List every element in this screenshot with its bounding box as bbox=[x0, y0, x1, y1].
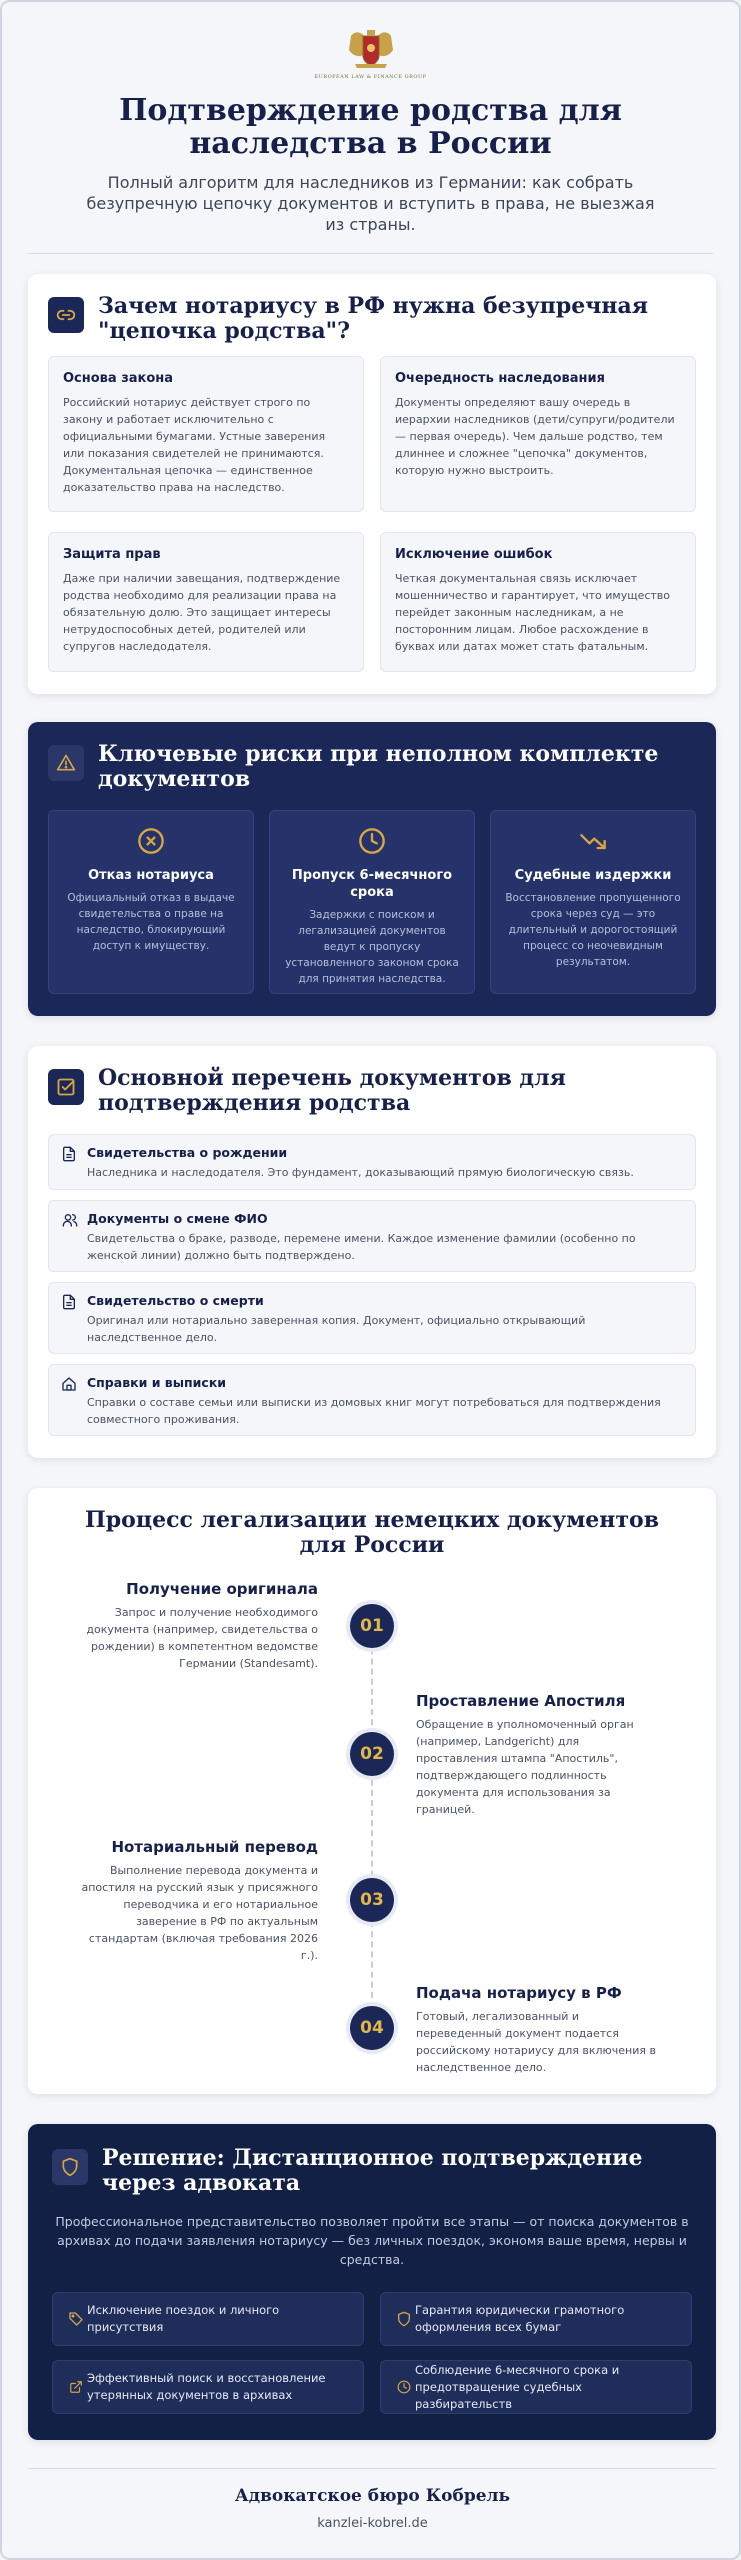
risk-text: Официальный отказ в выдаче свидетельства о праве на наследство, блокирующий доступ к имуществу. bbox=[67, 892, 235, 952]
step-number: 03 bbox=[350, 1878, 394, 1922]
solution-text: Профессиональное представительство позволяет пройти все этапы — от поиска документов в архивах до подачи заявления нотариусу — без личных поездок, экономя ваше время, нервы и средства. bbox=[55, 2214, 689, 2267]
why-title: Зачем нотариусу в РФ нужна безупречная "цепочка родства"? bbox=[98, 293, 648, 344]
risk-card-court bbox=[490, 810, 696, 994]
step-text: Запрос и получение необходимого документа (например, свидетельства о рождении) в компетентном ведомстве Германии (Standesamt). bbox=[86, 1606, 318, 1670]
doc-text: Оригинал или нотариально заверенная копия. Документ, официально открывающий наследственное дело. bbox=[87, 1314, 586, 1344]
link-icon bbox=[48, 297, 84, 333]
step-text: Готовый, легализованный и переведенный документ подается российскому нотариусу для включения в наследственное дело. bbox=[416, 2010, 656, 2074]
step-title: Подача нотариусу в РФ bbox=[416, 1984, 622, 2002]
clock-icon bbox=[358, 827, 386, 855]
page-title: Подтверждение родства для наследства в России bbox=[119, 93, 622, 161]
page-subtitle: Полный алгоритм для наследников из Германии: как собрать безупречную цепочку документов и вступить в права, не выезжая из страны. bbox=[86, 173, 655, 234]
footer-company: Адвокатское бюро Кобрель bbox=[234, 2486, 511, 2506]
why-item-title: Исключение ошибок bbox=[395, 547, 553, 562]
docs-section bbox=[28, 1046, 716, 1458]
clock-small-icon bbox=[393, 2380, 415, 2394]
file-icon bbox=[61, 1294, 77, 1310]
why-item-rights bbox=[48, 532, 364, 672]
process-step-3 bbox=[78, 1838, 318, 1964]
tag-icon bbox=[65, 2311, 87, 2327]
doc-title: Свидетельство о смерти bbox=[87, 1293, 264, 1308]
risks-title: Ключевые риски при неполном комплекте документов bbox=[98, 741, 659, 792]
step-number: 02 bbox=[350, 1732, 394, 1776]
doc-title: Свидетельства о рождении bbox=[87, 1145, 288, 1160]
process-title: Процесс легализации немецких документов для России bbox=[85, 1507, 659, 1558]
footer-divider bbox=[28, 2468, 716, 2469]
benefit-guarantee bbox=[380, 2292, 692, 2346]
benefit-text: Эффективный поиск и восстановление утерянных документов в архивах bbox=[87, 2371, 326, 2402]
why-item-text: Четкая документальная связь исключает мошенничество и гарантирует, что имущество перейдет законным наследникам, а не посторонним лицам. Любое расхождение в буквах или датах может стать фатальным. bbox=[395, 572, 671, 653]
benefit-deadline bbox=[380, 2360, 692, 2414]
risk-card-deadline bbox=[269, 810, 475, 994]
step-text: Обращение в уполномоченный орган (например, Landgericht) для проставления штампа "Апостиль", подтверждающего подлинность документа для использования за границей. bbox=[416, 1718, 634, 1816]
solution-title: Решение: Дистанционное подтверждение через адвоката bbox=[102, 2145, 643, 2196]
doc-item-certificates bbox=[48, 1364, 696, 1436]
step-number: 01 bbox=[350, 1604, 394, 1648]
checkbox-icon bbox=[48, 1069, 84, 1105]
doc-text: Свидетельства о браке, разводе, перемене имени. Каждое изменение фамилии (особенно по женской линии) должно быть подтверждено. bbox=[87, 1232, 636, 1262]
crest-logo bbox=[341, 28, 401, 72]
users-icon bbox=[61, 1212, 79, 1228]
solution-section bbox=[28, 2124, 716, 2440]
risk-title: Судебные издержки bbox=[514, 868, 672, 883]
why-item-order bbox=[380, 356, 696, 512]
doc-text: Наследника и наследодателя. Это фундамент, доказывающий прямую биологическую связь. bbox=[87, 1166, 634, 1179]
risk-text: Задержки с поиском и легализацией документов ведут к пропуску установленного законом срока для принятия наследства. bbox=[285, 909, 459, 985]
benefit-text: Соблюдение 6-месячного срока и предотвращение судебных разбирательств bbox=[415, 2362, 620, 2411]
process-section bbox=[28, 1488, 716, 2094]
docs-title: Основной перечень документов для подтверждения родства bbox=[98, 1065, 566, 1116]
home-icon bbox=[61, 1376, 77, 1392]
step-title: Получение оригинала bbox=[126, 1580, 318, 1598]
risk-text: Восстановление пропущенного срока через суд — это длительный и дорогостоящий процесс со неочевидным результатом. bbox=[505, 892, 681, 968]
risk-card-refusal bbox=[48, 810, 254, 994]
doc-title: Справки и выписки bbox=[87, 1375, 227, 1390]
why-item-title: Защита прав bbox=[63, 547, 161, 562]
doc-item-name-change bbox=[48, 1200, 696, 1272]
benefit-archive-search bbox=[52, 2360, 364, 2414]
timeline-line bbox=[371, 1608, 373, 2008]
shield-icon bbox=[52, 2149, 88, 2185]
benefit-text: Исключение поездок и личного присутствия bbox=[87, 2303, 280, 2334]
x-circle-icon bbox=[137, 827, 165, 855]
process-step-4 bbox=[416, 1984, 656, 2076]
doc-text: Справки о составе семьи или выписки из домовых книг могут потребоваться для подтверждения совместного проживания. bbox=[87, 1396, 661, 1426]
process-step-2 bbox=[416, 1692, 656, 1818]
why-item-law bbox=[48, 356, 364, 512]
trending-down-icon bbox=[578, 827, 608, 855]
doc-item-death bbox=[48, 1282, 696, 1354]
why-item-text: Документы определяют вашу очередь в иерархии наследников (дети/супруги/родители — первая очередь). Чем дальше родство, тем длиннее и сложнее "цепочка" документов, которую нужно выстроить. bbox=[395, 396, 675, 477]
why-item-text: Российский нотариус действует строго по закону и работает исключительно с официальными бумагами. Устные заверения или показания свидетелей не принимаются. Документальная цепочка — единственное доказательство права на наследство. bbox=[63, 396, 326, 494]
process-step-1 bbox=[78, 1580, 318, 1672]
step-text: Выполнение перевода документа и апостиля на русский язык у присяжного переводчика и его нотариальное заверение в РФ по актуальным стандартам (включая требования 2026 г.). bbox=[81, 1864, 318, 1962]
risk-title: Пропуск 6-месячного срока bbox=[291, 868, 453, 900]
benefit-text: Гарантия юридически грамотного оформления всех бумаг bbox=[415, 2303, 625, 2334]
logo-text: EUROPEAN LAW & FINANCE GROUP bbox=[314, 74, 427, 80]
doc-item-birth bbox=[48, 1134, 696, 1190]
why-item-title: Очередность наследования bbox=[395, 371, 605, 386]
divider bbox=[28, 253, 713, 254]
risks-section bbox=[28, 722, 716, 1016]
external-link-icon bbox=[65, 2380, 87, 2394]
why-item-errors bbox=[380, 532, 696, 672]
why-item-text: Даже при наличии завещания, подтверждение родства необходимо для реализации права на обязательную долю. Это защищает интересы нетрудоспособных детей, родителей или супругов наследодателя. bbox=[63, 572, 341, 653]
shield-small-icon bbox=[393, 2311, 415, 2327]
benefit-no-travel bbox=[52, 2292, 364, 2346]
doc-title: Документы о смене ФИО bbox=[87, 1211, 268, 1226]
step-title: Проставление Апостиля bbox=[416, 1692, 626, 1710]
risk-title: Отказ нотариуса bbox=[88, 868, 214, 883]
warning-icon bbox=[48, 745, 84, 781]
footer-site-link[interactable]: kanzlei-kobrel.de bbox=[317, 2516, 428, 2531]
why-section bbox=[28, 274, 716, 694]
step-number: 04 bbox=[350, 2006, 394, 2050]
logo bbox=[2, 2, 739, 80]
step-title: Нотариальный перевод bbox=[111, 1838, 318, 1856]
file-icon bbox=[61, 1146, 77, 1162]
why-item-title: Основа закона bbox=[63, 371, 174, 386]
